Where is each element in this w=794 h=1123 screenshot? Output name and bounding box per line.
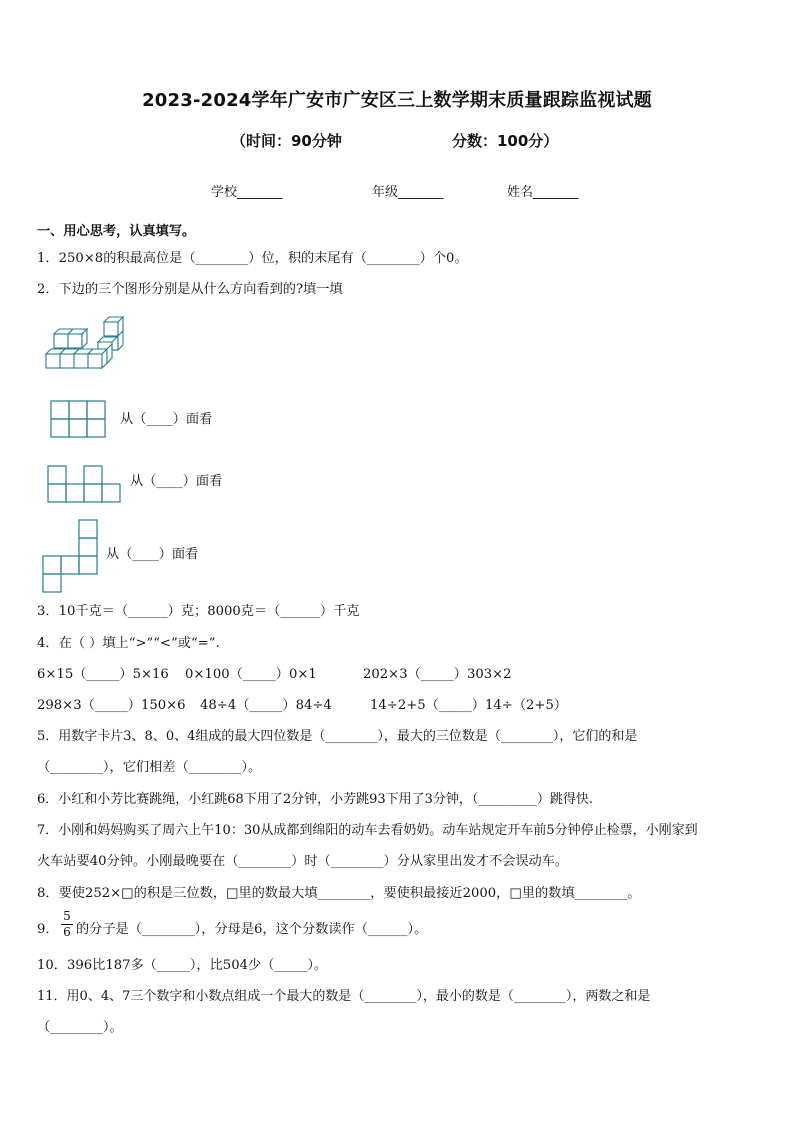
question-4: 4．在（ ）填上“>”“<”或“=”. (37, 636, 220, 651)
fraction-numerator: 5 (63, 909, 71, 923)
question-9: 的分子是（________），分母是6，这个分数读作（______）。 (76, 922, 428, 937)
question-3: 3．10千克＝（______）克；8000克＝（______）千克 (37, 604, 360, 619)
view-label-3: 从（____）面看 (106, 547, 199, 562)
question-9-prefix: 9． (37, 922, 59, 937)
question-7-line-2: 火车站要40分钟。小刚最晚要在（________）时（________）分从家里出发才不会误动车。 (37, 854, 569, 869)
question-1: 1．250×8的积最高位是（________）位，积的末尾有（________）个0。 (37, 251, 468, 266)
question-5-line-2: （________），它们相差（________）。 (37, 760, 262, 775)
page-title: 2023-2024学年广安市广安区三上数学期末质量跟踪监视试题 (142, 90, 652, 111)
q4-item-3: 202×3（_____）303×2 (363, 667, 512, 682)
question-2: 2．下边的三个图形分别是从什么方向看到的?填一填 (37, 282, 343, 297)
q4-item-4: 298×3（_____）150×6 (37, 698, 186, 713)
view-figure-2 (46, 464, 124, 504)
view-label-2: 从（____）面看 (130, 474, 223, 489)
q4-item-2: 0×100（_____）0×1 (185, 667, 317, 682)
exam-score: 分数：100分） (452, 132, 559, 150)
question-11-line-2: （________）。 (37, 1020, 123, 1035)
school-field: 学校_______ (211, 185, 283, 200)
view-figure-1 (50, 400, 108, 440)
q4-item-6: 14÷2+5（_____）14÷（2+5） (370, 698, 568, 713)
question-7-line-1: 7．小刚和妈妈购买了周六上午10：30从成都到绵阳的动车去看奶奶。动车站规定开车前5分钟停止检票，小刚家到 (37, 823, 698, 838)
q4-item-5: 48÷4（_____）84÷4 (200, 698, 332, 713)
question-5-line-1: 5．用数字卡片3、8、0、4组成的最大四位数是（________），最大的三位数是（________），它们的和是 (37, 729, 638, 744)
fraction-five-sixths (61, 910, 73, 939)
name-field: 姓名_______ (507, 185, 579, 200)
section-heading: 一、用心思考，认真填写。 (37, 224, 196, 239)
question-11-line-1: 11．用0、4、7三个数字和小数点组成一个最大的数是（________），最小的数是（________），两数之和是 (37, 989, 651, 1004)
view-figure-3 (40, 518, 102, 594)
cube-stack-figure (42, 316, 126, 376)
question-8: 8．要使252×□的积是三位数，□里的数最大填________，要使积最接近2000，□里的数填________。 (37, 886, 641, 901)
question-10: 10．396比187多（_____），比504少（_____）。 (37, 958, 328, 973)
exam-time: （时间：90分钟 (231, 132, 342, 150)
q4-item-1: 6×15（_____）5×16 (37, 667, 169, 682)
view-label-1: 从（____）面看 (120, 412, 213, 427)
fraction-denominator: 6 (63, 925, 71, 939)
question-6: 6．小红和小芳比赛跳绳，小红跳68下用了2分钟，小芳跳93下用了3分钟，（_________）跳得快. (37, 792, 594, 807)
grade-field: 年级_______ (372, 185, 444, 200)
